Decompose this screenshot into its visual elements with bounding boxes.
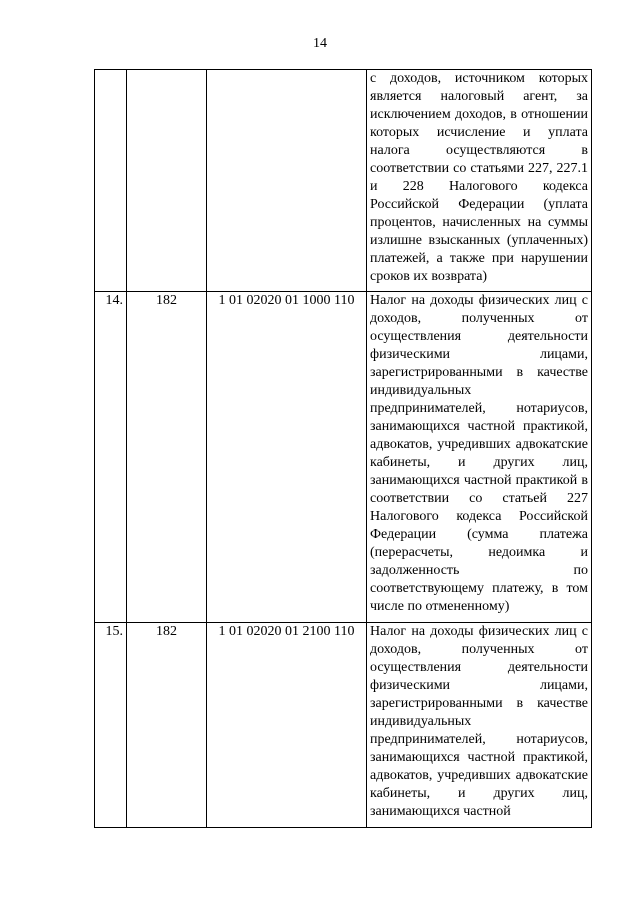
description-cell bbox=[367, 623, 592, 828]
description-cell bbox=[367, 70, 592, 292]
page-number: 14 bbox=[313, 36, 327, 51]
administrator-code-cell bbox=[127, 70, 207, 292]
row-number-cell: 15. bbox=[95, 623, 127, 828]
table-row bbox=[95, 70, 592, 292]
table-row bbox=[95, 292, 592, 623]
revenue-codes-table bbox=[94, 69, 592, 828]
administrator-code-cell: 182 bbox=[127, 292, 207, 623]
row-number-cell bbox=[95, 70, 127, 292]
administrator-code-cell: 182 bbox=[127, 623, 207, 828]
table-row bbox=[95, 623, 592, 828]
description-text: с доходов, источником которых является налоговый агент, за исключением доходов, в отношении которых исчисление и уплата налога осуществляются в соответствии со статьями 227, 227.1 и 228 Налогового кодекса Российской Федерации (уплата процентов, начисленных на суммы излишне взысканных (уплаченных) платежей, а также при нарушении сроков их возврата) bbox=[370, 71, 588, 284]
budget-classification-code-cell bbox=[207, 70, 367, 292]
description-cell bbox=[367, 292, 592, 623]
budget-classification-code-cell: 1 01 02020 01 1000 110 bbox=[207, 292, 367, 623]
description-text: Налог на доходы физических лиц с доходов, полученных от осуществления деятельности физическими лицами, зарегистрированными в качестве индивидуальных предпринимателей, нотариусов, занимающихся частной практикой, адвокатов, учредивших адвокатские кабинеты, и других лиц, занимающихся частной практикой в соответствии со статьей 227 Налогового кодекса Российской Федерации (сумма платежа (перерасчеты, недоимка и задолженность по соответствующему платежу, в том числе по отмененному) bbox=[370, 293, 588, 614]
budget-classification-code-cell: 1 01 02020 01 2100 110 bbox=[207, 623, 367, 828]
description-text: Налог на доходы физических лиц с доходов, полученных от осуществления деятельности физическими лицами, зарегистрированными в качестве индивидуальных предпринимателей, нотариусов, занимающихся частной практикой, адвокатов, учредивших адвокатские кабинеты, и других лиц, занимающихся частной bbox=[370, 624, 588, 819]
row-number-cell: 14. bbox=[95, 292, 127, 623]
